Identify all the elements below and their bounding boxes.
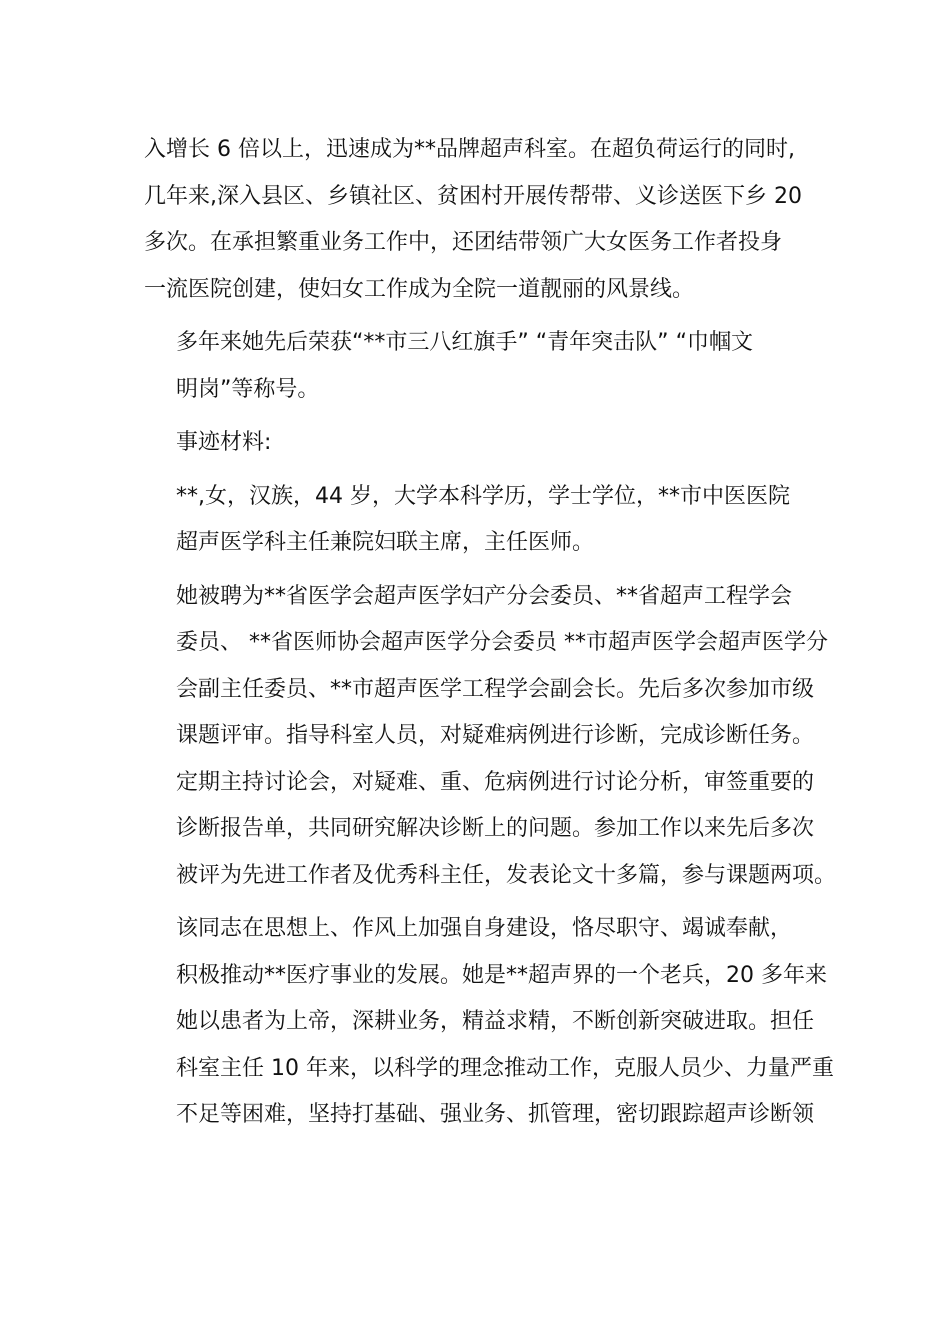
paragraph bbox=[144, 320, 810, 413]
paragraph bbox=[144, 574, 837, 900]
text-line: 科室主任 10 年来，以科学的理念推动工作，克服人员少、力量严重 bbox=[176, 1055, 834, 1081]
text-line: 课题评审。指导科室人员，对疑难病例进行诊断，完成诊断任务。 bbox=[176, 723, 815, 748]
text-line: 该同志在思想上、作风上加强自身建设，恪尽职守、竭诚奉献， bbox=[176, 916, 793, 941]
text-line: 会副主任委员、**市超声医学工程学会副会长。先后多次参加市级 bbox=[176, 676, 815, 702]
paragraph bbox=[144, 906, 834, 1139]
text-line: 多次。在承担繁重业务工作中，还团结带领广大女医务工作者投身 bbox=[144, 230, 783, 255]
text-line: 入增长 6 倍以上，迅速成为**品牌超声科室。在超负荷运行的同时, bbox=[144, 137, 795, 162]
text-line: 几年来,深入县区、乡镇社区、贫困村开展传帮带、义诊送医下乡 20 bbox=[144, 183, 802, 209]
text-line: **,女，汉族，44 岁，大学本科学历，学士学位，**市中医医院 bbox=[176, 483, 790, 509]
paragraph bbox=[144, 420, 810, 467]
text-line: 被评为先进工作者及优秀科主任，发表论文十多篇，参与课题两项。 bbox=[176, 862, 837, 888]
text-line: 她以患者为上帝，深耕业务，精益求精，不断创新突破进取。担任 bbox=[176, 1009, 815, 1034]
text-line: 她被聘为**省医学会超声医学妇产分会委员、**省超声工程学会 bbox=[176, 583, 793, 609]
text-line: 多年来她先后荣获“**市三八红旗手” “青年突击队” “巾帼文 bbox=[176, 330, 753, 355]
paragraph bbox=[144, 474, 810, 567]
text-line: 积极推动**医疗事业的发展。她是**超声界的一个老兵，20 多年来 bbox=[176, 962, 827, 988]
text-line: 明岗”等称号。 bbox=[176, 376, 320, 402]
text-line: 定期主持讨论会，对疑难、重、危病例进行讨论分析，审签重要的 bbox=[176, 769, 815, 795]
text-line: 事迹材料: bbox=[176, 430, 272, 455]
text-line: 一流医院创建，使妇女工作成为全院一道靓丽的风景线。 bbox=[144, 276, 695, 302]
text-line: 超声医学科主任兼院妇联主席，主任医师。 bbox=[176, 530, 595, 555]
text-line: 诊断报告单，共同研究解决诊断上的问题。参加工作以来先后多次 bbox=[176, 816, 815, 841]
paragraph bbox=[144, 127, 810, 313]
text-line: 委员、 **省医师协会超声医学分会委员 **市超声医学会超声医学分 bbox=[176, 630, 828, 655]
text-line: 不足等困难，坚持打基础、强业务、抓管理，密切跟踪超声诊断领 bbox=[176, 1102, 815, 1127]
document-body bbox=[144, 127, 837, 1146]
